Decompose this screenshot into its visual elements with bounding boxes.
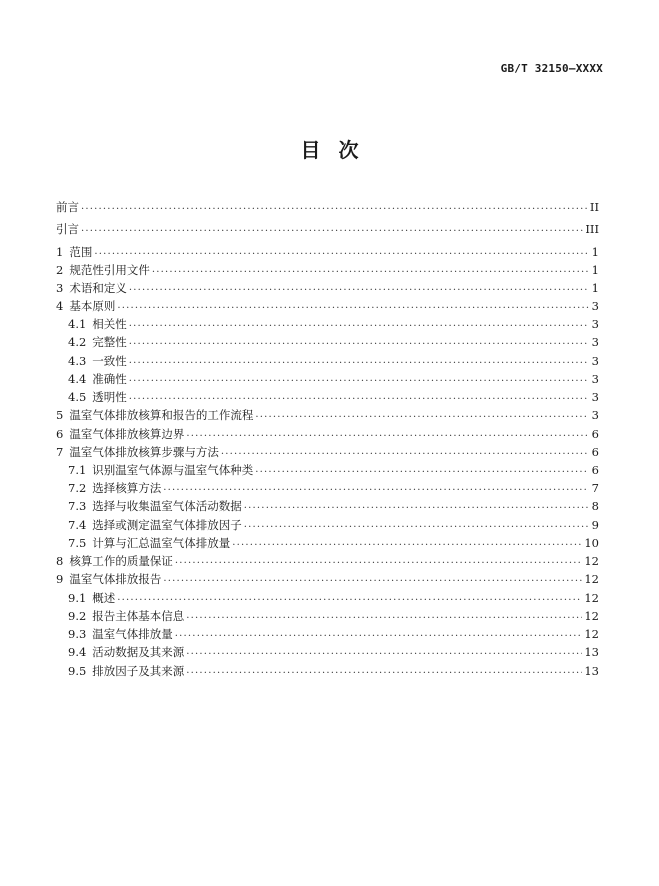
toc-entry-number: 8 — [56, 554, 64, 568]
toc-leader-dots — [81, 199, 588, 215]
toc-page-number: 3 — [591, 354, 599, 368]
page-title: 目次 — [300, 138, 377, 162]
toc-page-number: 9 — [591, 518, 599, 532]
toc-leader-dots — [117, 590, 582, 606]
toc-entry[interactable] — [68, 353, 599, 369]
toc-entry[interactable] — [56, 426, 599, 442]
toc-page-number: 1 — [591, 245, 599, 259]
toc-entry-label: 基本原则 — [69, 299, 116, 313]
toc-entry-number: 4.3 — [68, 354, 87, 368]
toc-page-number: 13 — [584, 645, 599, 659]
toc-page-number: II — [589, 200, 599, 214]
toc-entry-title — [68, 480, 161, 496]
toc-entry[interactable] — [68, 389, 599, 405]
toc-leader-dots — [129, 371, 589, 387]
toc-page-number: 1 — [591, 281, 599, 295]
toc-entry-title — [68, 389, 127, 405]
toc-entry-label: 温室气体排放核算边界 — [69, 427, 185, 441]
toc-entry-title — [56, 553, 173, 569]
toc-entry-label: 温室气体排放核算步骤与方法 — [69, 445, 219, 459]
toc-entry-number: 7.3 — [68, 499, 87, 513]
toc-entry-title — [68, 663, 184, 679]
toc-entry-title — [56, 262, 150, 278]
toc-entry-label: 活动数据及其来源 — [92, 645, 185, 659]
toc-entry-label: 术语和定义 — [69, 281, 127, 295]
toc-entry-number: 4.4 — [68, 372, 87, 386]
toc-page-number: 12 — [584, 554, 599, 568]
toc-leader-dots — [244, 517, 589, 533]
toc-entry-label: 准确性 — [92, 372, 127, 386]
toc-page-number: 12 — [584, 591, 599, 605]
toc-entry[interactable] — [56, 553, 599, 569]
toc-page-number: 6 — [591, 445, 599, 459]
toc-entry-number: 9.1 — [68, 591, 87, 605]
toc-entry[interactable] — [68, 371, 599, 387]
toc-entry-number: 9.2 — [68, 609, 87, 623]
toc-leader-dots — [175, 626, 583, 642]
toc-page-number: 12 — [584, 572, 599, 586]
toc-entry-label: 温室气体排放量 — [92, 627, 173, 641]
toc-entry[interactable] — [56, 298, 599, 314]
document-code: GB/T 32150—XXXX — [500, 62, 603, 75]
toc-entry-label: 概述 — [92, 591, 116, 605]
toc-leader-dots — [129, 389, 589, 405]
toc-entry-title — [68, 334, 127, 350]
toc-entry[interactable] — [56, 262, 599, 278]
toc-entry-number: 4.5 — [68, 390, 87, 404]
toc-leader-dots — [163, 480, 589, 496]
toc-entry-title — [68, 316, 127, 332]
toc-page-number: 10 — [584, 536, 599, 550]
toc-entry-label: 选择与收集温室气体活动数据 — [92, 499, 242, 513]
toc-entry-title — [68, 644, 184, 660]
toc-leader-dots — [163, 571, 582, 587]
toc-entry[interactable] — [56, 444, 599, 460]
toc-leader-dots — [221, 444, 589, 460]
toc-entry[interactable] — [68, 462, 599, 478]
toc-page-number: 12 — [584, 627, 599, 641]
toc-entry-label: 温室气体排放核算和报告的工作流程 — [69, 408, 254, 422]
toc-leader-dots — [186, 663, 582, 679]
toc-entry[interactable] — [68, 663, 599, 679]
toc-entry-number: 6 — [56, 427, 64, 441]
toc-entry-title — [68, 517, 242, 533]
toc-leader-dots — [152, 262, 589, 278]
toc-entry[interactable] — [68, 334, 599, 350]
toc-entry-label: 排放因子及其来源 — [92, 664, 185, 678]
toc-entry-number: 4.2 — [68, 335, 87, 349]
toc-entry-label: 选择或测定温室气体排放因子 — [92, 518, 242, 532]
toc-leader-dots — [186, 644, 582, 660]
toc-entry[interactable] — [68, 644, 599, 660]
toc-entry-number: 4 — [56, 299, 64, 313]
toc-entry-label: 识别温室气体源与温室气体种类 — [92, 463, 254, 477]
toc-page-number: 3 — [591, 299, 599, 313]
toc-page-number: 3 — [591, 408, 599, 422]
toc-entry-number: 9.3 — [68, 627, 87, 641]
toc-page-number: 3 — [591, 372, 599, 386]
toc-leader-dots — [255, 407, 589, 423]
toc-entry-label: 相关性 — [92, 317, 127, 331]
toc-entry-number: 7.5 — [68, 536, 87, 550]
toc-entry-number: 9.5 — [68, 664, 87, 678]
toc-page-number: 6 — [591, 427, 599, 441]
toc-page-number: 1 — [591, 263, 599, 277]
toc-entry-title — [56, 280, 127, 296]
toc-entry-title — [68, 608, 184, 624]
toc-entry[interactable] — [56, 244, 599, 260]
toc-entry-title — [56, 221, 79, 237]
toc-entry-label: 温室气体排放报告 — [69, 572, 162, 586]
toc-entry[interactable] — [56, 199, 599, 215]
toc-entry-title — [68, 371, 127, 387]
toc-entry-title — [68, 626, 173, 642]
toc-entry[interactable] — [68, 498, 599, 514]
toc-leader-dots — [175, 553, 583, 569]
toc-entry-number: 9.4 — [68, 645, 87, 659]
toc-entry-label: 核算工作的质量保证 — [69, 554, 173, 568]
toc-leader-dots — [186, 608, 582, 624]
toc-entry-label: 报告主体基本信息 — [92, 609, 185, 623]
toc-entry-label: 一致性 — [92, 354, 127, 368]
toc-page-number: III — [585, 222, 599, 236]
toc-entry-label: 透明性 — [92, 390, 127, 404]
toc-entry-title — [56, 571, 161, 587]
toc-leader-dots — [186, 426, 589, 442]
toc-entry-number: 2 — [56, 263, 64, 277]
toc-leader-dots — [94, 244, 589, 260]
toc-entry-number: 4.1 — [68, 317, 87, 331]
toc-entry-title — [68, 590, 115, 606]
toc-leader-dots — [129, 334, 589, 350]
toc-entry[interactable] — [68, 535, 599, 551]
toc-entry[interactable] — [56, 280, 599, 296]
toc-entry[interactable] — [56, 571, 599, 587]
toc-page-number: 8 — [591, 499, 599, 513]
toc-page-number: 3 — [591, 317, 599, 331]
toc-page-number: 13 — [584, 664, 599, 678]
toc-leader-dots — [129, 280, 589, 296]
toc-entry-title — [68, 535, 230, 551]
toc-entry-title — [68, 353, 127, 369]
toc-page-number: 12 — [584, 609, 599, 623]
toc-entry[interactable] — [68, 626, 599, 642]
toc-page-number: 3 — [591, 335, 599, 349]
toc-entry-label: 引言 — [56, 222, 79, 236]
toc-entry-number: 7.1 — [68, 463, 87, 477]
toc-entry-number: 5 — [56, 408, 64, 422]
toc-entry-number: 7 — [56, 445, 64, 459]
toc-page-number: 7 — [591, 481, 599, 495]
toc-entry-title — [56, 444, 219, 460]
toc-entry-title — [56, 426, 184, 442]
toc-page-number: 6 — [591, 463, 599, 477]
toc-entry-label: 完整性 — [92, 335, 127, 349]
toc-leader-dots — [129, 353, 589, 369]
toc-entry-label: 规范性引用文件 — [69, 263, 150, 277]
toc-entry-title — [68, 498, 242, 514]
toc-entry-label: 前言 — [56, 200, 79, 214]
toc-leader-dots — [244, 498, 589, 514]
toc-entry[interactable] — [68, 517, 599, 533]
toc-entry-title — [56, 407, 253, 423]
toc-entry-title — [56, 298, 115, 314]
toc-entry[interactable] — [68, 590, 599, 606]
toc-entry-label: 选择核算方法 — [92, 481, 162, 495]
toc-leader-dots — [117, 298, 589, 314]
toc-entry-number: 9 — [56, 572, 64, 586]
toc-leader-dots — [255, 462, 589, 478]
toc-entry[interactable] — [56, 221, 599, 237]
toc-entry-title — [68, 462, 253, 478]
toc-leader-dots — [232, 535, 582, 551]
toc-leader-dots — [81, 221, 583, 237]
toc-entry-number: 3 — [56, 281, 64, 295]
toc-entry[interactable] — [68, 480, 599, 496]
toc-entry[interactable] — [68, 316, 599, 332]
toc-leader-dots — [129, 316, 589, 332]
toc-entry-title — [56, 244, 92, 260]
toc-entry-number: 7.4 — [68, 518, 87, 532]
toc-entry-label: 范围 — [69, 245, 93, 259]
toc-entry-label: 计算与汇总温室气体排放量 — [92, 536, 231, 550]
toc-entry-number: 1 — [56, 245, 64, 259]
toc-entry[interactable] — [56, 407, 599, 423]
toc-entry[interactable] — [68, 608, 599, 624]
toc-entry-number: 7.2 — [68, 481, 87, 495]
toc-page-number: 3 — [591, 390, 599, 404]
toc-entry-title — [56, 199, 79, 215]
